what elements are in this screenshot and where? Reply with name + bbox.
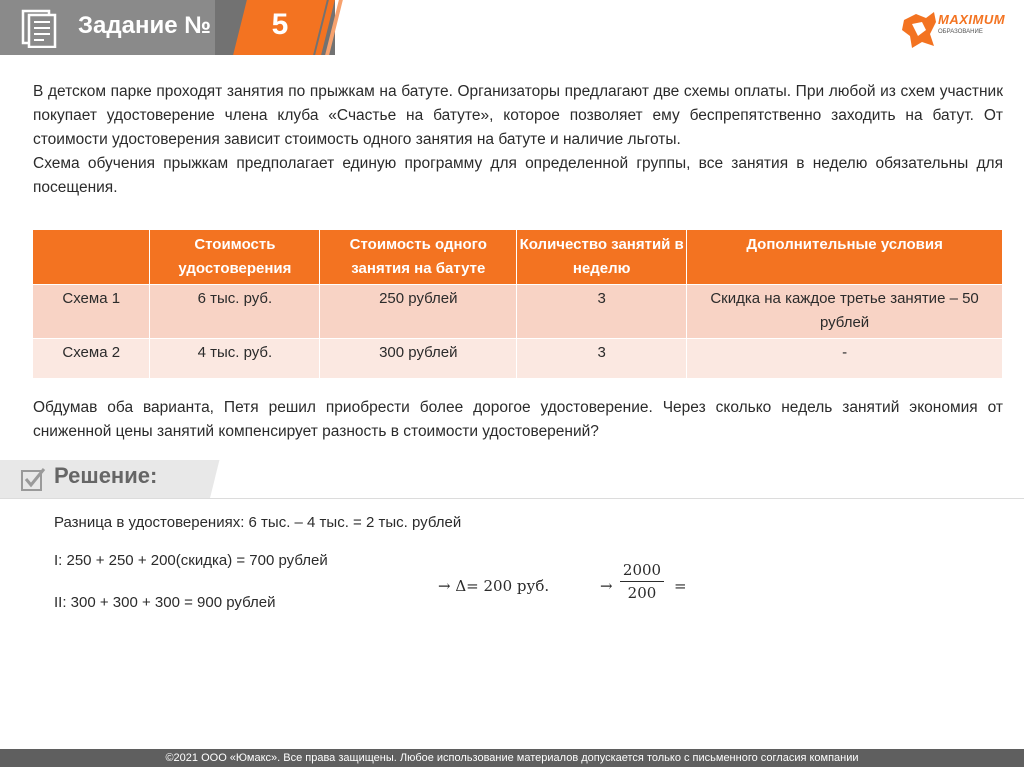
table-cell: Схема 2 <box>33 338 150 378</box>
table-cell: 3 <box>517 338 687 378</box>
fraction-denominator: 200 <box>627 584 657 602</box>
copyright-footer: ©2021 ООО «Юмакс». Все права защищены. Любое использование материалов допускается только с письменного согласия компании <box>0 749 1024 767</box>
fraction-numerator: 2000 <box>622 561 662 579</box>
document-icon <box>20 8 58 48</box>
logo-text: MAXIMUM <box>938 12 1006 27</box>
table-header-cell <box>33 230 150 284</box>
table-cell: Скидка на каждое третье занятие – 50 рублей <box>687 284 1003 338</box>
solution-line: I: 250 + 250 + 200(скидка) = 700 рублей <box>54 552 328 569</box>
table-header-cell: Количество занятий в неделю <box>517 230 687 284</box>
task-title: Задание № <box>78 12 211 39</box>
problem-paragraph: В детском парке проходят занятия по прыжкам на батуте. Организаторы предлагают две схемы оплаты. При любой из схем участник покупает удостоверение члена клуба «Счастье на батуте», которое позволяет ему беспрепятственно заходить на батут. От стоимости удостоверения зависит стоимость одного занятия на батуте и наличие льготы. <box>33 83 1003 148</box>
solution-title: Решение: <box>54 463 158 488</box>
table-header-cell: Дополнительные условия <box>687 230 1003 284</box>
table-cell: 4 тыс. руб. <box>150 338 320 378</box>
slide-header <box>0 0 1024 62</box>
table-row <box>33 338 1003 378</box>
table-header-row <box>33 230 1003 284</box>
task-number: 5 <box>271 8 289 41</box>
question-text: Обдумав оба варианта, Петя решил приобрести более дорогое удостоверение. Через сколько недель занятий экономия от сниженной цены занятий компенсирует разность в стоимости удостоверений? <box>33 399 1003 440</box>
fraction <box>617 560 667 603</box>
solution-line: II: 300 + 300 + 300 = 900 рублей <box>54 594 276 611</box>
solution-line: Разница в удостоверениях: 6 тыс. – 4 тыс. = 2 тыс. рублей <box>54 514 462 531</box>
table-cell: - <box>687 338 1003 378</box>
divider <box>0 498 1024 499</box>
checkbox-checked-icon <box>20 466 46 492</box>
table-cell: 300 рублей <box>320 338 517 378</box>
problem-text <box>33 80 1003 200</box>
logo-subtitle: ОБРАЗОВАНИЕ <box>938 29 983 35</box>
table-cell: 3 <box>517 284 687 338</box>
arrow: → <box>600 577 613 595</box>
problem-paragraph: Схема обучения прыжкам предполагает единую программу для определенной группы, все занятия в неделю обязательны для посещения. <box>33 155 1003 196</box>
table-cell: Схема 1 <box>33 284 150 338</box>
table-header-cell: Стоимость удостоверения <box>150 230 320 284</box>
delta-expression: → Δ= 200 руб. <box>438 577 550 595</box>
payment-schemes-table <box>33 230 1003 378</box>
table-cell: 6 тыс. руб. <box>150 284 320 338</box>
table-header-cell: Стоимость одного занятия на батуте <box>320 230 517 284</box>
fraction-bar <box>620 581 664 582</box>
table-cell: 250 рублей <box>320 284 517 338</box>
table-row <box>33 284 1003 338</box>
equals-sign: = <box>674 577 687 595</box>
